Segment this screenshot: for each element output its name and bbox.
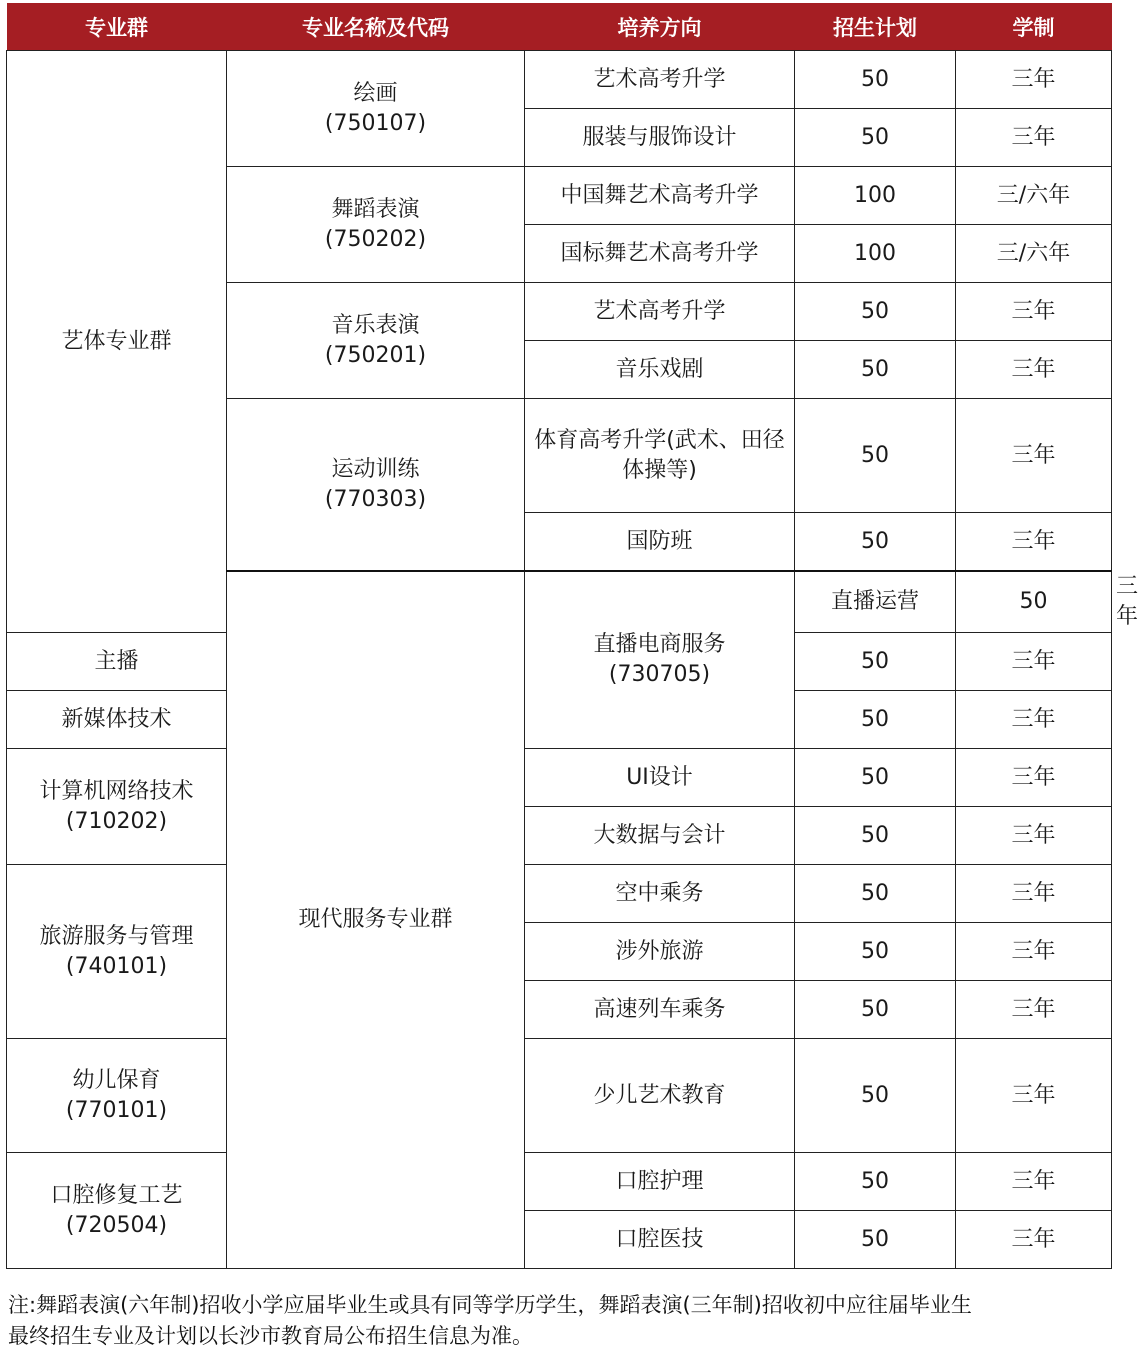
direction-cell: 新媒体技术 [7, 691, 227, 749]
duration-cell: 三年 [956, 283, 1112, 341]
major-name: 幼儿保育 [72, 1067, 161, 1093]
major-group-cell: 艺体专业群 [7, 51, 227, 633]
plan-cell: 50 [795, 1211, 956, 1269]
major-cell [7, 1153, 227, 1269]
major-code: (750107) [324, 110, 427, 136]
duration-cell: 三年 [956, 865, 1112, 923]
duration-cell: 三年 [956, 1039, 1112, 1153]
enrollment-plan-table [6, 3, 1138, 1269]
major-cell [227, 283, 525, 399]
major-name: 音乐表演 [331, 312, 420, 338]
major-name: 计算机网络技术 [39, 778, 194, 804]
major-name: 口腔修复工艺 [50, 1182, 183, 1208]
duration-cell: 三年 [956, 807, 1112, 865]
duration-cell: 三年 [956, 981, 1112, 1039]
table-row [7, 749, 1112, 807]
direction-cell: 艺术高考升学 [525, 51, 795, 109]
direction-cell: 体育高考升学(武术、田径体操等) [525, 399, 795, 513]
major-cell [227, 167, 525, 283]
major-group-cell: 现代服务专业群 [227, 571, 525, 1269]
duration-cell: 三/六年 [956, 225, 1112, 283]
major-name: 旅游服务与管理 [39, 923, 194, 949]
major-name: 直播电商服务 [593, 632, 726, 657]
plan-cell: 50 [795, 807, 956, 865]
plan-cell: 50 [795, 923, 956, 981]
table-row [7, 1039, 1112, 1153]
footnote-line: 注:舞蹈表演(六年制)招收小学应届毕业生或具有同等学历学生，舞蹈表演(三年制)招收初中应往届毕业生 [8, 1293, 972, 1317]
direction-cell: 大数据与会计 [525, 807, 795, 865]
major-code: (740101) [65, 953, 168, 979]
table-row [7, 865, 1112, 923]
duration-cell: 三年 [956, 691, 1112, 749]
major-code: (770101) [65, 1097, 168, 1123]
major-cell [7, 1039, 227, 1153]
plan-cell: 50 [956, 571, 1112, 633]
table-header-row [7, 3, 1112, 51]
major-code: (750201) [324, 342, 427, 368]
major-name: 绘画 [353, 80, 398, 106]
major-cell [227, 51, 525, 167]
direction-cell: 少儿艺术教育 [525, 1039, 795, 1153]
major-code: (710202) [65, 808, 168, 834]
major-code: (730705) [608, 662, 711, 687]
header-enrollment-plan: 招生计划 [795, 3, 956, 51]
major-cell [525, 571, 795, 749]
header-duration: 学制 [956, 3, 1112, 51]
direction-cell: 主播 [7, 633, 227, 691]
header-major-group: 专业群 [7, 3, 227, 51]
direction-cell: 高速列车乘务 [525, 981, 795, 1039]
plan-cell: 50 [795, 513, 956, 572]
table-row [7, 1153, 1112, 1211]
duration-cell: 三年 [956, 1153, 1112, 1211]
plan-cell: 50 [795, 981, 956, 1039]
direction-cell: 服装与服饰设计 [525, 109, 795, 167]
table-row [7, 51, 1112, 109]
direction-cell: 音乐戏剧 [525, 341, 795, 399]
duration-cell: 三年 [956, 51, 1112, 109]
major-cell [227, 399, 525, 572]
duration-cell: 三年 [956, 749, 1112, 807]
footnote [8, 1290, 1118, 1352]
major-cell [7, 865, 227, 1039]
direction-cell: 艺术高考升学 [525, 283, 795, 341]
plan-cell: 50 [795, 109, 956, 167]
duration-cell: 三/六年 [956, 167, 1112, 225]
plan-cell: 50 [795, 341, 956, 399]
direction-cell: 口腔护理 [525, 1153, 795, 1211]
header-major-name-code: 专业名称及代码 [227, 3, 525, 51]
duration-cell: 三年 [956, 1211, 1112, 1269]
major-code: (720504) [65, 1212, 168, 1238]
direction-cell: 中国舞艺术高考升学 [525, 167, 795, 225]
major-name: 舞蹈表演 [331, 196, 420, 222]
direction-cell: 国标舞艺术高考升学 [525, 225, 795, 283]
direction-cell: UI设计 [525, 749, 795, 807]
header-training-direction: 培养方向 [525, 3, 795, 51]
major-cell [7, 749, 227, 865]
duration-cell: 三年 [956, 341, 1112, 399]
duration-cell: 三年 [956, 399, 1112, 513]
plan-cell: 50 [795, 283, 956, 341]
direction-cell: 空中乘务 [525, 865, 795, 923]
major-name: 运动训练 [331, 456, 420, 482]
plan-cell: 50 [795, 51, 956, 109]
plan-cell: 50 [795, 399, 956, 513]
plan-cell: 50 [795, 749, 956, 807]
duration-cell: 三年 [956, 923, 1112, 981]
plan-cell: 50 [795, 1039, 956, 1153]
duration-cell: 三年 [956, 109, 1112, 167]
plan-cell: 50 [795, 691, 956, 749]
plan-cell: 50 [795, 1153, 956, 1211]
direction-cell: 口腔医技 [525, 1211, 795, 1269]
plan-cell: 50 [795, 865, 956, 923]
direction-cell: 国防班 [525, 513, 795, 572]
footnote-line: 最终招生专业及计划以长沙市教育局公布招生信息为准。 [8, 1324, 533, 1348]
plan-cell: 100 [795, 225, 956, 283]
plan-cell: 100 [795, 167, 956, 225]
major-code: (770303) [324, 486, 427, 512]
duration-cell: 三年 [956, 513, 1112, 572]
duration-cell: 三年 [956, 633, 1112, 691]
table-row: 现代服务专业群 直播电商服务 (730705) 直播运营 50 三年 [7, 571, 1112, 633]
plan-cell: 50 [795, 633, 956, 691]
direction-cell: 直播运营 [795, 571, 956, 633]
major-code: (750202) [324, 226, 427, 252]
direction-cell: 涉外旅游 [525, 923, 795, 981]
